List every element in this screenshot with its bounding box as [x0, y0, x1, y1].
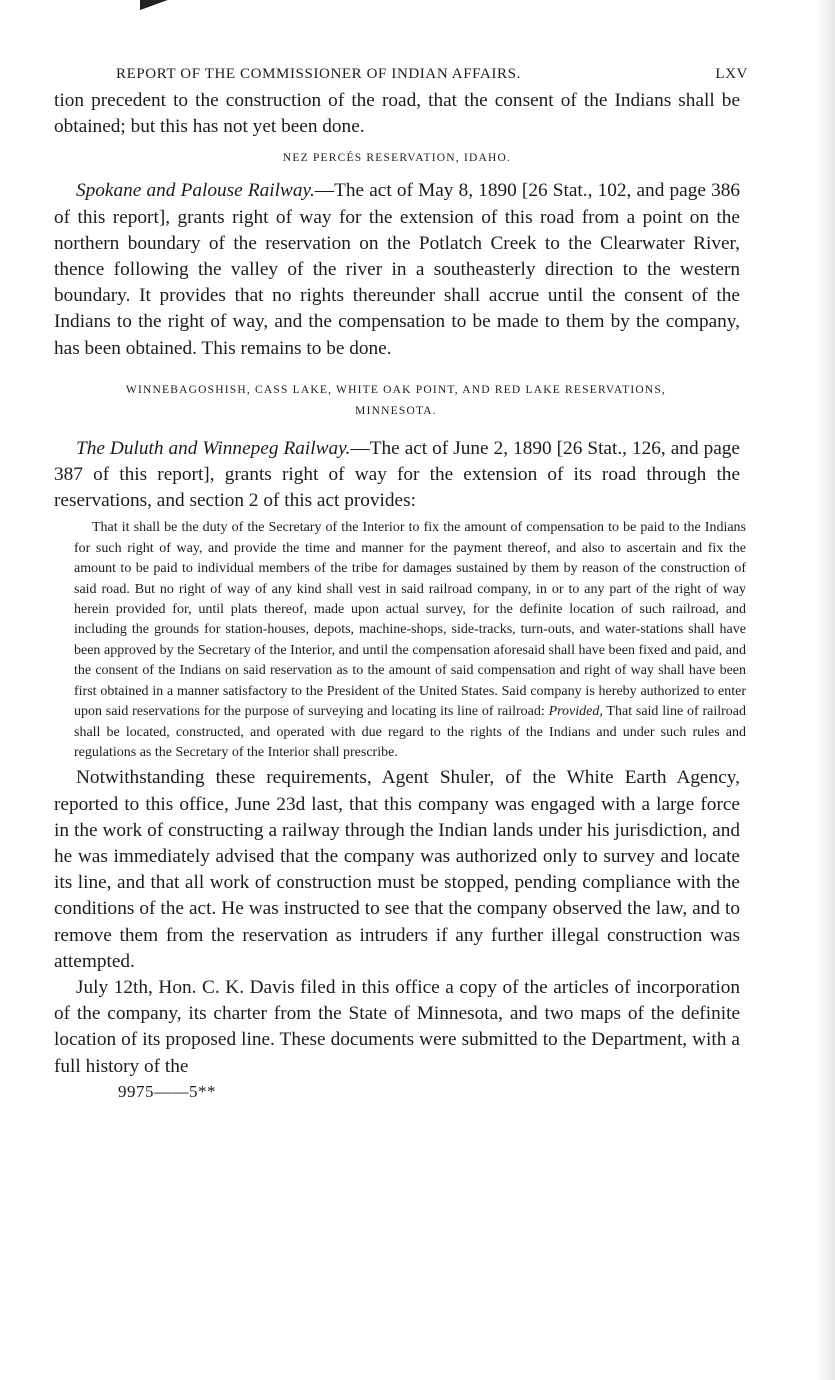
scan-top-edge — [0, 0, 835, 16]
paragraph-notwithstanding: Notwithstanding these requirements, Agent Shuler, of the White Earth Agency, reported to this office, June 23d last, that this company was engaged with a large force in the work of constructing a railway through the Indian lands under his jurisdiction, and he was immediately advised that the company was authorized only to survey and locate its line, and that all work of construction must be stopped, pending compliance with the conditions of the act. He was instructed to see that the company observed the law, and to remove them from the reservation as intruders if any further illegal construction was attempted. — [54, 767, 740, 972]
document-page — [54, 60, 748, 1102]
quote-text-before: That it shall be the duty of the Secretary of the Interior to fix the amount of compensation to be paid to the Indians for such right of way, and provide the time and manner for the payment thereof, and also to ascertain and fix the amount to be paid to individual members of the tribe for damages sustained by them by reason of the construction of said road. But no right of way of any kind shall vest in said railroad company, in or to any part of the right of way herein provided for, until plats thereof, made upon actual survey, for the definite location of such railroad, and including the grounds for station-houses, depots, machine-shops, side-tracks, turn-outs, and water-stations shall have been approved by the Secretary of the Interior, and until the compensation aforesaid shall have been fixed and paid, and the consent of the Indians on said reservation as to the amount of said compensation and right of way shall have been first obtained in a manner satisfactory to the President of the United States. Said company is hereby authorized to enter upon said reservations for the purpose of surveying and locating its line of railroad: — [74, 520, 746, 720]
paragraph-duluth-railway — [54, 436, 740, 515]
paragraph-spokane-railway — [54, 178, 740, 361]
quote-text-after: That said line of railroad shall be located, constructed, and operated with due regard to the rights of the Indians and under such rules and regulations as the Secretary of the Interior shall prescribe. — [74, 704, 747, 760]
paragraph-july-12th: July 12th, Hon. C. K. Davis filed in this office a copy of the articles of incorporation of the company, its charter from the State of Minnesota, and two maps of the definite location of its proposed line. These documents were submitted to the Department, with a full history of the — [54, 976, 740, 1077]
section-heading-line1: WINNEBAGOSHISH, CASS LAKE, WHITE OAK POINT, AND RED LAKE RESERVATIONS, — [125, 383, 667, 396]
section-heading-line2: MINNESOTA. — [355, 404, 437, 417]
paragraph-duluth-text: —The act of June 2, 1890 [26 Stat., 126, and page 387 of this report], grants right of way for the extension of its road through the reservations, and section 2 of this act provides: — [54, 437, 740, 512]
block-quote-section-2 — [74, 518, 746, 763]
lead-italic-duluth: The Duluth and Winnepeg Railway. — [76, 437, 351, 459]
section-heading-minnesota — [44, 380, 748, 422]
page-edge-shadow — [815, 0, 835, 1380]
quote-italic-provided: Provided, — [548, 704, 603, 720]
running-head — [54, 60, 748, 88]
opening-paragraph: tion precedent to the construction of the road, that the consent of the Indians shall be obtained; but this has not yet been done. — [54, 90, 740, 138]
signature-mark: 9975——5** — [118, 1081, 216, 1101]
paragraph-spokane-text: —The act of May 8, 1890 [26 Stat., 102, and page 386 of this report], grants right of way for the extension of this road from a point on the northern boundary of the reservation on the Potlatch Creek to the Clearwater River, thence following the valley of the river in a southeasterly direction to the western boundary. It provides that no rights thereunder shall accrue until the consent of the Indians to the right of way, and the compensation to be made to them by the company, has been obtained. This remains to be done. — [54, 180, 740, 359]
page-number: LXV — [715, 66, 748, 82]
lead-italic-spokane: Spokane and Palouse Railway. — [76, 180, 315, 202]
section-heading-nez-perces: NEZ PERCÉS RESERVATION, IDAHO. — [282, 152, 512, 165]
running-head-title: REPORT OF THE COMMISSIONER OF INDIAN AFFAIRS. — [116, 66, 521, 82]
